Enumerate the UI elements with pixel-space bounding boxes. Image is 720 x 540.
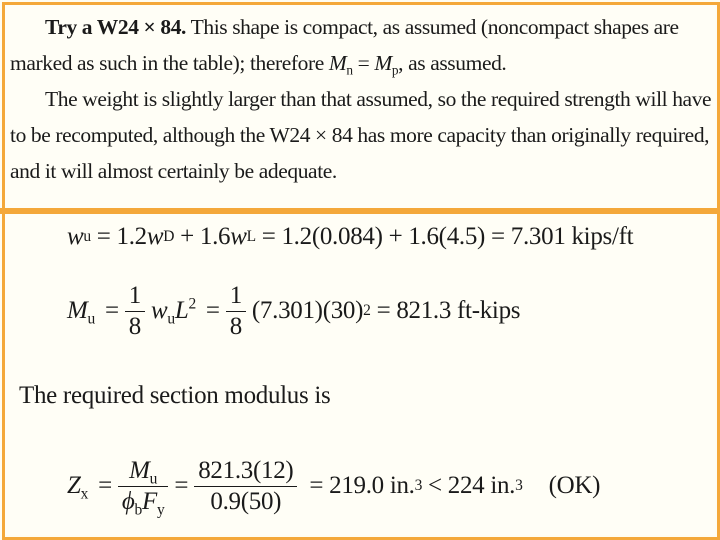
frac2-numerator: 1 [229,281,242,309]
mu-wu-sub: u [167,310,175,328]
one-eighth-fraction [125,281,145,342]
equations-panel [5,214,715,535]
equals-sign: = [352,51,375,75]
paragraph-line-3: The weight is slightly larger than that assumed, so the required strength will have [45,87,712,111]
mu-expression: (7.301)(30) [251,297,364,324]
wu-var: w [67,223,84,250]
paragraph-line-2-end: , as assumed. [398,51,507,75]
paragraph-line-2 [10,45,710,81]
mu-sub: u [87,310,95,328]
zx-frac-numerator [125,456,161,486]
numeric-numerator: 821.3(12) [198,456,294,484]
numeric-denominator: 0.9(50) [210,487,282,515]
mn-symbol: M [328,51,347,75]
textbook-paragraph-panel [5,5,715,208]
mu-lhs [67,297,95,328]
zx-lhs [67,472,89,503]
zx-provided: 224 in. [447,472,516,499]
zx-equation: $Z_x$ = $\frac{M_u}{\phi_bF_y}$ = $\frac{821.3(12)}{0.9(50)}$ = 219.0 in. 3 < 224 in. 3 (OK) [67,456,601,518]
mp-symbol: M [374,51,392,75]
wu-result: = 1.2(0.084) + 1.6(4.5) = 7.301 kips/ft [255,223,634,250]
paragraph-line-1 [10,9,710,45]
numeric-fraction [194,456,297,517]
phi-var: ϕ [121,487,135,515]
section-modulus-heading: The required section modulus is [19,382,331,409]
zx-var: Z [67,472,81,499]
wd-var: w [146,223,164,250]
wu-equation: w u = 1.2 w D + 1.6 w L = 1.2(0.084) + 1.6(4.5) = 7.301 kips/ft [67,223,634,250]
mu-l-sup: 2 [188,295,196,313]
ok-check: (OK) [548,472,601,499]
zx-mu-var: M [129,456,150,484]
one-eighth-fraction-2 [226,281,246,342]
wl-var: w [230,223,247,250]
wu-l-squared [151,295,196,328]
fy-var: F [141,487,157,515]
mu-equals-1: = [104,297,119,324]
mu-over-phi-fy-fraction [118,456,169,517]
frac-denominator: 8 [128,312,141,340]
zx-frac-denominator [118,487,169,517]
mu-result: = 821.3 ft-kips [370,297,521,324]
paragraph-line-2-text: marked as such in the table); therefore [10,51,329,75]
zx-required: = 219.0 in. [303,472,415,499]
zx-sub: x [80,485,89,503]
mu-l-var: L [174,297,189,324]
zx-mu-sub: u [149,469,158,487]
mn-subscript: n [346,62,353,78]
mu-var: M [67,297,88,324]
wu-coef-live: + 1.6 [174,223,231,250]
paragraph-line-5: and it will almost certainly be adequate. [10,159,337,183]
zx-equals-1: = [98,472,112,499]
mu-equation: $M_u$ = $\frac{1}{8}$ $w_uL^2$ = $\frac{1}{8}$ (7.301)(30) 2 = 821.3 ft-kips [67,281,521,340]
wu-coef-dead: = 1.2 [90,223,147,250]
fy-sub: y [156,500,165,518]
frac2-denominator: 8 [229,312,242,340]
paragraph-line-4: to be recomputed, although the W24 × 84 has more capacity than originally required, [10,123,710,147]
paragraph [10,9,710,189]
shape-trial-label: Try a W24 × 84. [45,15,187,39]
mu-equals-2: = [205,297,220,324]
mu-wu-var: w [151,297,168,324]
paragraph-line-1-text: This shape is compact, as assumed (noncompact shapes are [186,15,679,39]
zx-equals-2: = [174,472,189,499]
less-than-sign: < [422,472,448,499]
phi-sub: b [134,500,142,518]
mp-subscript: p [391,62,399,78]
frac-numerator: 1 [128,281,141,309]
